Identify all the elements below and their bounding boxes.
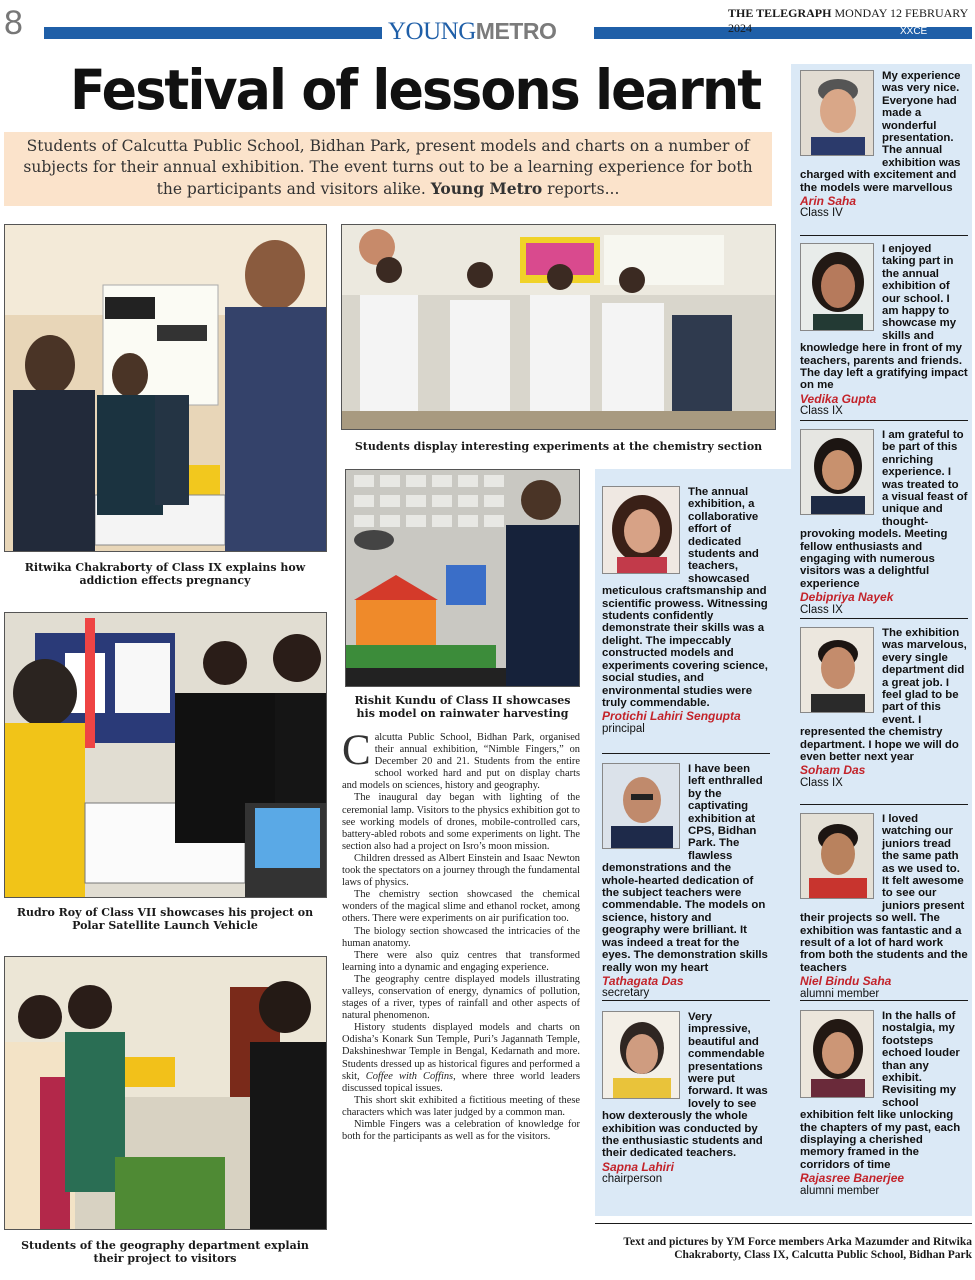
caption-photo5: Students of the geography department explain their project to visitors: [21, 1239, 309, 1265]
divider: [800, 235, 968, 236]
credits-divider: [595, 1223, 972, 1224]
photo-addiction-exhibit: [4, 224, 327, 552]
quote-role: Class IV: [800, 207, 843, 220]
headline: Festival of lessons learnt: [70, 58, 761, 122]
story-paragraph: Nimble Fingers was a celebration of knowledge for both for the participants as well as for the visitors.: [342, 1119, 580, 1143]
divider: [800, 618, 968, 619]
quote-role: secretary: [602, 987, 650, 1000]
portrait-niel: [800, 813, 874, 899]
drop-cap: C: [342, 727, 371, 774]
story-paragraph: There were also quiz centres that transformed learning into a dynamic and engaging experience.: [342, 949, 580, 973]
divider: [800, 420, 968, 421]
quote-author: Soham Das: [800, 763, 866, 778]
divider: [800, 1000, 968, 1001]
skit-title: Coffee with Coffins: [365, 1070, 454, 1082]
story-paragraph: alcutta Public School, Bidhan Park, organised their annual exhibition, “Nimble Fingers,” on December 20 and 21. Students from the entire school worked hard and put on display charts and models on sciences, history and geography.: [342, 732, 580, 792]
divider: [602, 753, 770, 754]
story-paragraph: This short skit exhibited a fictitious meeting of these characters which was later judged by a common man.: [342, 1094, 580, 1118]
quote-role: Class IX: [800, 405, 843, 418]
quote-role: Class IX: [800, 603, 843, 616]
staff-quote-principal: The annual exhibition, a collaborative effort of dedicated students and teachers, showcased meticulous craftsmanship and scientific prowess. Witnessing students confidently demonstrate their skills was a delight. The impeccably constructed models and experiments covering science, social studies, and environmental studies were truly commendable. Protichi Lahiri Sengupta principal: [602, 486, 770, 735]
portrait-soham: [800, 627, 874, 713]
quote-role: alumni member: [800, 987, 880, 1000]
quote-role: chairperson: [602, 1173, 663, 1186]
student-quote-arin: My experience was very nice. Everyone had made a wonderful presentation. The annual exhibition was charged with excitement and the models were marvellous Arin Saha Class IV: [800, 70, 968, 220]
caption-photo1: Ritwika Chakraborty of Class IX explains how addiction effects pregnancy: [24, 561, 306, 587]
photo-credits: Text and pictures by YM Force members Arka Mazumder and Ritwika Chakraborty, Class IX, Calcutta Public School, Bidhan Park: [623, 1236, 972, 1261]
story-paragraph: Children dressed as Albert Einstein and Isaac Newton took the spectators on a journey through the fundamental laws of physics.: [342, 852, 580, 889]
caption-photo2: Students display interesting experiments at the chemistry section: [354, 440, 763, 453]
caption-photo4: Rudro Roy of Class VII showcases his project on Polar Satellite Launch Vehicle: [16, 906, 314, 932]
quote-role: principal: [602, 722, 645, 735]
portrait-vedika: [800, 243, 874, 331]
quote-author: Sapna Lahiri: [602, 1159, 675, 1174]
main-story: [342, 727, 580, 1143]
portrait-rajasree: [800, 1010, 874, 1098]
student-quote-debipriya: I am grateful to be part of this enriching experience. I was treated to a visual feast of unique and thought-provoking models. Meeting fellow enthusiasts and engaging with numerous visitors was a delightful experience Debipriya Nayek Class IX: [800, 429, 968, 616]
story-paragraph: The inaugural day began with lighting of the ceremonial lamp. Visitors to the physics exhibition got to see working models of drones, mobile-controlled cars, battery-abled robots and some experiments on light. The section also had a project on Isro’s moon mission.: [342, 792, 580, 852]
divider: [800, 804, 968, 805]
quote-author: Arin Saha: [800, 194, 857, 209]
quote-author: Niel Bindu Saha: [800, 974, 892, 989]
staff-quote-secretary: I have been left enthralled by the captivating exhibition at CPS, Bidhan Park. The flawless demonstrations and the whole-hearted dedication of the subject teachers were commendable. The models on science, history and geography were brilliant. It was indeed a treat for the eyes. The demonstration skills really won my heart Tathagata Das secretary: [602, 763, 770, 1000]
photo-pslv-project: [4, 612, 327, 898]
page-number: 8: [4, 4, 23, 42]
student-quote-vedika: I enjoyed taking part in the annual exhibition of our school. I am happy to showcase my skills and knowledge here in front of my teachers, parents and friends. The day left a gratifying impact on me Vedika Gupta Class IX: [800, 243, 968, 418]
photo-geography-dept: [4, 956, 327, 1230]
header-band-left: [44, 27, 382, 39]
quote-role: alumni member: [800, 1184, 880, 1197]
quote-author: Rajasree Banerjee: [800, 1171, 905, 1186]
staff-quote-chairperson: Very impressive, beautiful and commendable presentations were put forward. It was lovely to see how dexterously the whole exhibition was conducted by the enthusiastic students and their dedicated teachers. Sapna Lahiri chairperson: [602, 1011, 770, 1186]
caption-photo3: Rishit Kundu of Class II showcases his model on rainwater harvesting: [354, 694, 571, 720]
photo-rainwater-model: [345, 469, 580, 687]
story-paragraph: The biology section showcased the intricacies of the human anatomy.: [342, 925, 580, 949]
edition-code: XXCE: [900, 26, 928, 37]
quote-author: Tathagata Das: [602, 973, 684, 988]
story-paragraph: The chemistry section showcased the chemical wonders of the magical slime and ethanol rocket, among others. There were experiments on air purification too.: [342, 889, 580, 925]
quote-author: Debipriya Nayek: [800, 590, 894, 605]
quote-author: Protichi Lahiri Sengupta: [602, 709, 741, 724]
photo-chemistry-section: [341, 224, 776, 430]
quote-role: Class IX: [800, 776, 843, 789]
newspaper-dateline: THE TELEGRAPH MONDAY 12 FEBRUARY 2024: [728, 6, 968, 35]
student-quote-soham: The exhibition was marvelous, every single department did a great job. I feel glad to be part of this event. I represented the chemistry department. I hope we will do even better next year Soham Das Class IX: [800, 627, 967, 789]
quote-author: Vedika Gupta: [800, 391, 877, 406]
portrait-chairperson: [602, 1011, 680, 1099]
story-paragraph: The geography centre displayed models illustrating valleys, conservation of energy, dynamics of pollution, stages of a river, types of rainfall and other aspects of natural phenomenon.: [342, 973, 580, 1022]
story-paragraph: History students displayed models and charts on Odisha’s Konark Sun Temple, Puri’s Jagannath Temple, Dakshineshwar Temple in Bengal, Kedarnath and more. Students dressed up as historical figures and performed a skit, Coffee with Coffins, where three world leaders discussed topical issues.: [342, 1022, 580, 1094]
divider: [602, 1000, 770, 1001]
portrait-debipriya: [800, 429, 874, 515]
intro-deck: Students of Calcutta Public School, Bidhan Park, present models and charts on a number of subjects for their annual exhibition. The event turns out to be a learning experience for both the participants and visitors alike. Young Metro reports...: [4, 132, 772, 206]
portrait-secretary: [602, 763, 680, 849]
portrait-arin: [800, 70, 874, 156]
student-quote-rajasree: In the halls of nostalgia, my footsteps echoed louder than any exhibit. Revisiting my school exhibition felt like unlocking the chapters of my past, each displaying a cherished memory framed in the corridors of time Rajasree Banerjee alumni member: [800, 1010, 968, 1197]
portrait-principal: [602, 486, 680, 574]
student-quote-niel: I loved watching our juniors tread the same path as we used to. It felt awesome to see our juniors present their projects so well. The exhibition was fantastic and a result of a lot of hard work from both the students and the teachers Niel Bindu Saha alumni member: [800, 813, 968, 1000]
section-title: YOUNGMETRO: [388, 18, 557, 45]
